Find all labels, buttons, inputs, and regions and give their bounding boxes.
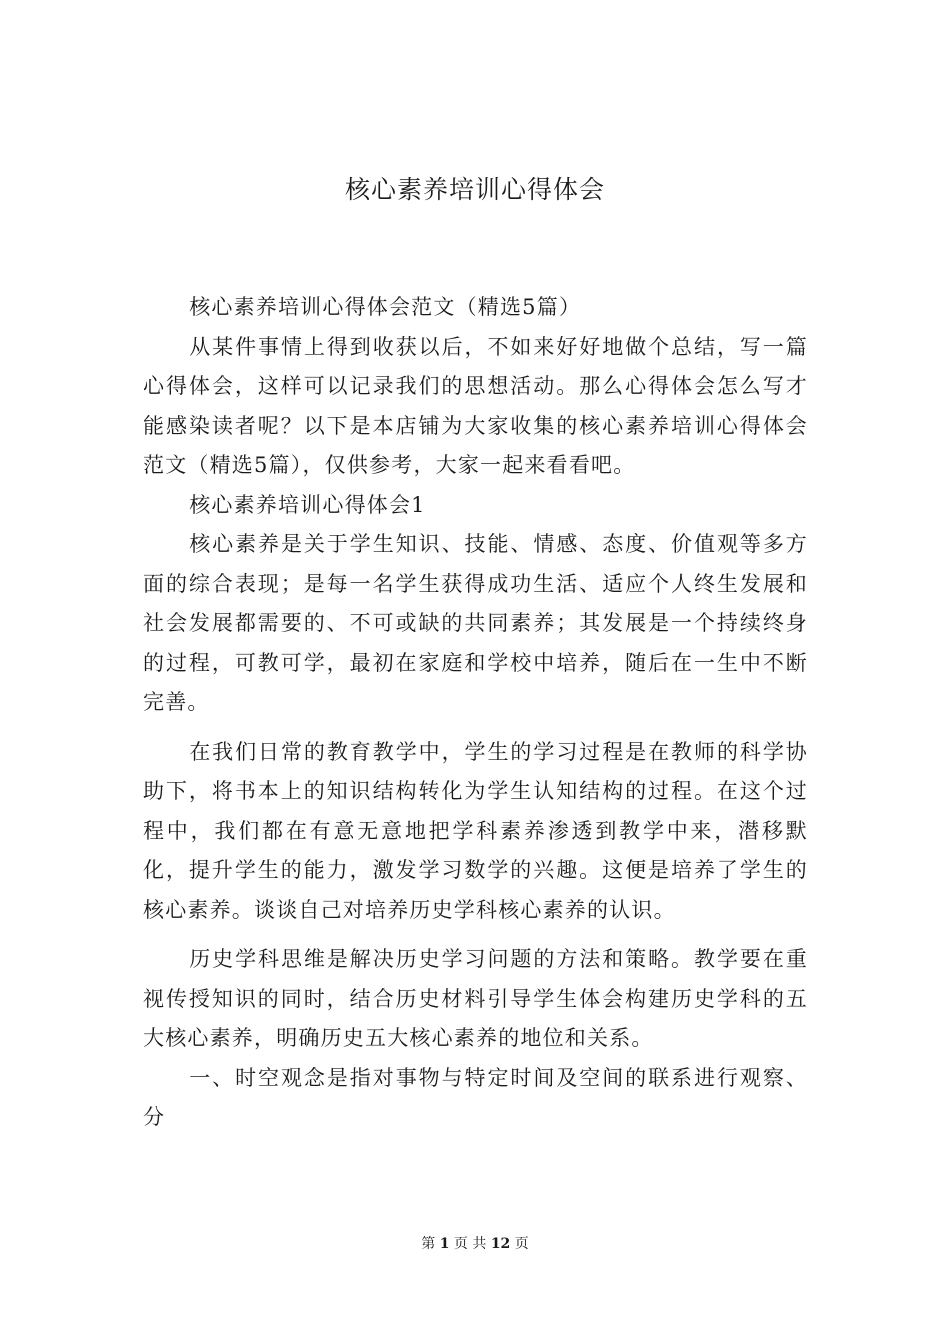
body-paragraph: 历史学科思维是解决历史学习问题的方法和策略。教学要在重视传授知识的同时，结合历史材料引导学生体会构建历史学科的五大核心素养，明确历史五大核心素养的地位和关系。: [143, 947, 808, 1050]
footer-total-pages: 12: [490, 1236, 511, 1252]
body-paragraph: 一、时空观念是指对事物与特定时间及空间的联系进行观察、分: [143, 1065, 808, 1129]
footer-middle: 页 共: [453, 1236, 487, 1252]
page-footer: [0, 1234, 950, 1254]
body-paragraph: 从某件事情上得到收获以后，不如来好好地做个总结，写一篇心得体会，这样可以记录我们的思想活动。那么心得体会怎么写才能感染读者呢？以下是本店铺为大家收集的核心素养培训心得体会范文（精选5篇），仅供参考，大家一起来看看吧。: [143, 334, 808, 477]
body-paragraph: 核心素养培训心得体会1: [189, 492, 426, 517]
body-paragraph: 在我们日常的教育教学中，学生的学习过程是在教师的科学协助下，将书本上的知识结构转化为学生认知结构的过程。在这个过程中，我们都在有意无意地把学科素养渗透到教学中来，潜移默化，提升学生的能力，激发学习数学的兴趣。这便是培养了学生的核心素养。谈谈自己对培养历史学科核心素养的认识。: [143, 739, 808, 922]
footer-page-number: 1: [439, 1236, 450, 1252]
footer-prefix: 第: [421, 1236, 436, 1252]
body-paragraph: 核心素养培训心得体会范文（精选5篇）: [189, 295, 582, 319]
body-paragraph: 核心素养是关于学生知识、技能、情感、态度、价值观等多方面的综合表现；是每一名学生获得成功生活、适应个人终生发展和社会发展都需要的、不可或缺的共同素养；其发展是一个持续终身的过程，可教可学，最初在家庭和学校中培养，随后在一生中不断完善。: [143, 532, 808, 714]
document-title: 核心素养培训心得体会: [344, 175, 605, 204]
footer-suffix: 页: [514, 1236, 529, 1252]
document-body: [143, 288, 808, 1138]
